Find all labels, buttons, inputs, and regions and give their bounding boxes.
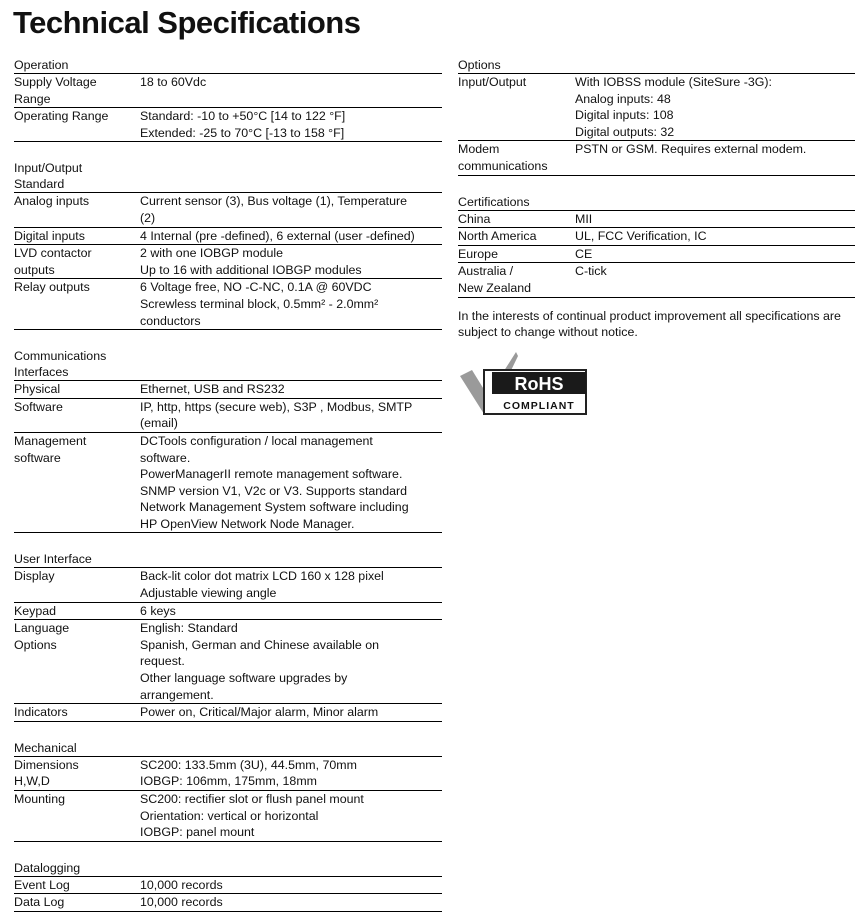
spec-value-line: C-tick xyxy=(575,264,607,279)
spec-value-line: Ethernet, USB and RS232 xyxy=(140,382,285,397)
spec-value-line: 6 keys xyxy=(140,603,176,618)
spec-row xyxy=(14,877,442,895)
spec-key: Management software xyxy=(14,433,87,465)
spec-row xyxy=(14,757,442,791)
spec-row xyxy=(458,263,855,297)
section-heading: Operation xyxy=(14,57,442,74)
spec-value-line: Extended: -25 to 70°C [-13 to 158 °F] xyxy=(140,125,345,140)
rohs-compliant-logo xyxy=(458,350,588,416)
spec-value xyxy=(140,74,442,107)
section-heading: User Interface xyxy=(14,551,442,568)
spec-value-line: software. xyxy=(140,450,191,465)
section-heading: Input/Output Standard xyxy=(14,160,442,193)
spec-value xyxy=(140,381,442,398)
spec-row xyxy=(458,246,855,264)
spec-row xyxy=(14,245,442,279)
spec-value-line: Current sensor (3), Bus voltage (1), Temperature xyxy=(140,194,407,209)
spec-row xyxy=(458,228,855,246)
spec-value-line: IOBGP: panel mount xyxy=(140,825,255,840)
spec-value xyxy=(140,279,442,329)
spec-value-line: PSTN or GSM. Requires external modem. xyxy=(575,142,807,157)
spec-row xyxy=(14,894,442,912)
spec-row xyxy=(14,74,442,108)
spec-key: Physical xyxy=(14,382,61,397)
spec-value-line: Other language software upgrades by xyxy=(140,671,348,686)
spec-row xyxy=(14,791,442,842)
spec-key: Data Log xyxy=(14,895,65,910)
spec-value xyxy=(140,568,442,601)
spec-key: Software xyxy=(14,399,63,414)
spec-value-line: 18 to 60Vdc xyxy=(140,75,207,89)
spec-row xyxy=(14,704,442,722)
spec-section xyxy=(458,57,855,176)
spec-value xyxy=(140,877,442,894)
spec-row xyxy=(458,141,855,175)
spec-key: China xyxy=(458,211,491,226)
spec-value xyxy=(140,791,442,841)
spec-section xyxy=(458,194,855,298)
spec-row xyxy=(14,620,442,704)
spec-value xyxy=(140,620,442,703)
spec-key: Relay outputs xyxy=(14,280,90,295)
spec-section xyxy=(14,160,442,330)
spec-value-line: DCTools configuration / local management xyxy=(140,433,373,448)
spec-value-line: Digital outputs: 32 xyxy=(575,124,675,139)
spec-key: Operating Range xyxy=(14,109,109,124)
section-heading: Certifications xyxy=(458,194,855,211)
spec-value xyxy=(575,141,855,174)
spec-section xyxy=(14,348,442,533)
spec-value-line: Analog inputs: 48 xyxy=(575,91,671,106)
spec-row xyxy=(14,603,442,621)
spec-row xyxy=(14,228,442,246)
spec-value-line: 6 Voltage free, NO -C-NC, 0.1A @ 60VDC xyxy=(140,280,372,295)
spec-value-line: Adjustable viewing angle xyxy=(140,586,277,601)
spec-value-line: English: Standard xyxy=(140,621,238,636)
spec-key: Mounting xyxy=(14,792,65,806)
spec-value-line: (email) xyxy=(140,416,178,431)
spec-value-line: 10,000 records xyxy=(140,877,223,892)
page-title: Technical Specifications xyxy=(13,5,361,40)
spec-value xyxy=(575,74,855,140)
spec-key: Display xyxy=(14,569,55,584)
spec-value-line: Spanish, German and Chinese available on xyxy=(140,637,380,652)
spec-section xyxy=(14,57,442,142)
spec-value-line: (2) xyxy=(140,210,156,225)
spec-value-line: Orientation: vertical or horizontal xyxy=(140,808,319,823)
spec-value-line: With IOBSS module (SiteSure -3G): xyxy=(575,75,772,89)
spec-value xyxy=(140,433,442,533)
spec-key: North America xyxy=(458,229,537,244)
section-heading: Options xyxy=(458,57,855,74)
spec-value xyxy=(140,603,442,620)
spec-value-line: UL, FCC Verification, IC xyxy=(575,229,707,244)
spec-value-line: Network Management System software including xyxy=(140,500,409,515)
spec-value xyxy=(140,228,442,245)
spec-value-line: 10,000 records xyxy=(140,895,223,910)
spec-value xyxy=(140,108,442,141)
spec-value xyxy=(140,894,442,911)
spec-key: Dimensions H,W,D xyxy=(14,757,79,789)
spec-value-line: 4 Internal (pre -defined), 6 external (user -defined) xyxy=(140,228,415,243)
spec-value xyxy=(140,757,442,790)
spec-row xyxy=(14,193,442,227)
spec-value-line: Standard: -10 to +50°C [14 to 122 °F] xyxy=(140,109,346,124)
spec-key: Digital inputs xyxy=(14,228,85,243)
spec-value xyxy=(140,399,442,432)
spec-value-line: CE xyxy=(575,246,593,261)
spec-value xyxy=(575,211,855,228)
spec-key: Australia / New Zealand xyxy=(458,264,532,295)
spec-value-line: MII xyxy=(575,211,593,226)
spec-value-line: conductors xyxy=(140,313,201,328)
spec-value-line: Screwless terminal block, 0.5mm² - 2.0mm² xyxy=(140,296,379,311)
section-heading: Mechanical xyxy=(14,740,442,757)
left-column xyxy=(14,57,442,912)
spec-value xyxy=(575,263,855,296)
spec-value-line: SNMP version V1, V2c or V3. Supports standard xyxy=(140,483,407,498)
spec-value-line: Power on, Critical/Major alarm, Minor alarm xyxy=(140,705,379,720)
spec-value xyxy=(140,245,442,278)
spec-value-line: HP OpenView Network Node Manager. xyxy=(140,516,355,531)
spec-value-line: SC200: rectifier slot or flush panel mount xyxy=(140,792,364,806)
spec-key: Keypad xyxy=(14,603,57,618)
section-heading: Communications Interfaces xyxy=(14,348,442,381)
spec-value-line: 2 with one IOBGP module xyxy=(140,246,284,261)
spec-value-line: SC200: 133.5mm (3U), 44.5mm, 70mm xyxy=(140,757,357,772)
spec-value-line: Back-lit color dot matrix LCD 160 x 128 pixel xyxy=(140,569,384,584)
compliant-label: COMPLIANT xyxy=(503,400,575,412)
section-heading: Datalogging xyxy=(14,860,442,877)
spec-section xyxy=(14,551,442,721)
spec-key: Event Log xyxy=(14,877,70,892)
spec-value xyxy=(140,193,442,226)
spec-row xyxy=(14,108,442,142)
spec-section xyxy=(14,740,442,842)
spec-key: LVD contactor outputs xyxy=(14,246,92,277)
rohs-label: RoHS xyxy=(514,374,564,394)
spec-key: Indicators xyxy=(14,705,68,720)
spec-value-line: IP, http, https (secure web), S3P , Modbus, SMTP xyxy=(140,399,413,414)
spec-row xyxy=(14,279,442,330)
spec-row xyxy=(14,433,442,534)
spec-value-line: PowerManagerII remote management software. xyxy=(140,467,403,482)
spec-row xyxy=(14,568,442,602)
spec-value-line: arrangement. xyxy=(140,687,214,702)
spec-key: Modem communications xyxy=(458,142,548,173)
spec-row xyxy=(14,381,442,399)
spec-row xyxy=(458,211,855,229)
right-column xyxy=(458,57,855,341)
spec-key: Analog inputs xyxy=(14,194,90,209)
spec-row xyxy=(14,399,442,433)
spec-value xyxy=(140,704,442,721)
spec-value-line: Up to 16 with additional IOBGP modules xyxy=(140,262,362,277)
spec-key: Supply Voltage Range xyxy=(14,75,97,106)
notice-text: In the interests of continual product improvement all specifications are subject to change without notice. xyxy=(458,308,841,340)
spec-row xyxy=(458,74,855,141)
spec-key: Language Options xyxy=(14,621,70,652)
spec-value-line: IOBGP: 106mm, 175mm, 18mm xyxy=(140,774,317,789)
spec-value xyxy=(575,228,855,245)
spec-value-line: Digital inputs: 108 xyxy=(575,108,674,123)
spec-value xyxy=(575,246,855,263)
spec-key: Europe xyxy=(458,246,498,261)
spec-value-line: request. xyxy=(140,654,185,669)
spec-section xyxy=(14,860,442,912)
spec-key: Input/Output xyxy=(458,75,527,89)
